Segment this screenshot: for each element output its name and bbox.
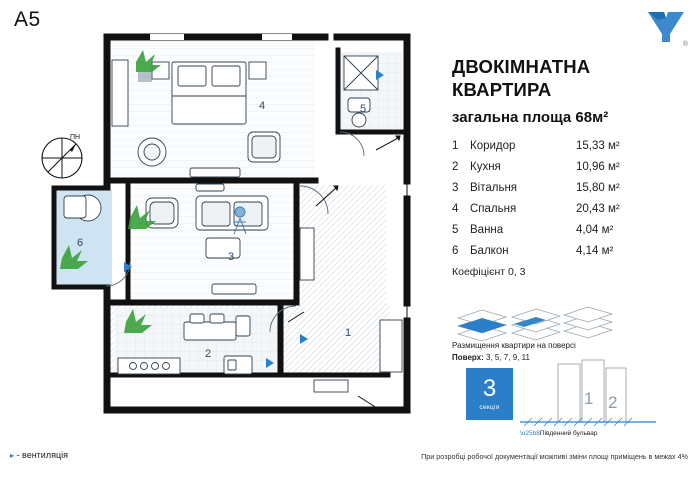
street-label: \u25b8Південний бульвар bbox=[520, 430, 598, 437]
room-name: Вітальня bbox=[470, 182, 518, 195]
apartment-title-line1: ДВОКІМНАТНА bbox=[452, 56, 591, 77]
plan-room-number-4: 4 bbox=[259, 100, 266, 112]
ventilation-legend bbox=[10, 450, 68, 460]
registered-mark: ® bbox=[682, 41, 688, 48]
table-row bbox=[452, 140, 634, 152]
table-row bbox=[452, 224, 634, 236]
compass-north-label: ПН bbox=[70, 134, 81, 141]
section-cube bbox=[466, 368, 513, 420]
room-number: 5 bbox=[452, 224, 459, 237]
plan-room-number-3: 3 bbox=[228, 251, 235, 263]
site-towers-diagram bbox=[518, 352, 658, 432]
section-indicator bbox=[466, 368, 513, 420]
svg-text:2: 2 bbox=[608, 393, 618, 412]
ventilation-icon: ▸ bbox=[10, 451, 15, 460]
plan-code: A5 bbox=[14, 8, 41, 31]
room-number: 2 bbox=[452, 161, 459, 174]
plan-room-number-1: 1 bbox=[345, 327, 352, 339]
room-table bbox=[452, 140, 634, 278]
room-area: 20,43 м² bbox=[576, 203, 620, 216]
room-name: Ванна bbox=[470, 224, 504, 237]
table-row bbox=[452, 182, 634, 194]
table-row bbox=[452, 245, 634, 257]
total-area-label: загальна площа 68м² bbox=[452, 109, 609, 127]
section-number: 3 bbox=[482, 375, 497, 402]
plan-room-number-6: 6 bbox=[77, 237, 84, 249]
apartment-title bbox=[452, 56, 688, 101]
keyplan-floor-values: 3, 5, 7, 9, 11 bbox=[483, 353, 530, 362]
room-number: 1 bbox=[452, 140, 459, 153]
coefficient-label: Коефіцієнт 0, 3 bbox=[452, 266, 526, 279]
room-name: Коридор bbox=[470, 140, 516, 153]
street-label-text: Південний бульвар bbox=[539, 430, 598, 437]
room-area: 10,96 м² bbox=[576, 161, 620, 174]
apartment-info-panel bbox=[452, 56, 688, 278]
keyplan-floor-label: Поверх: bbox=[452, 353, 484, 362]
room-area: 4,14 м² bbox=[576, 245, 614, 258]
table-row bbox=[452, 203, 634, 215]
keyplan-caption-line1: Размищення квартири на поверсі bbox=[452, 341, 576, 350]
room-area: 4,04 м² bbox=[576, 224, 614, 237]
room-area: 15,33 м² bbox=[576, 140, 620, 153]
plan-room-number-5: 5 bbox=[360, 103, 367, 115]
compass-rose bbox=[36, 132, 88, 184]
room-name: Спальня bbox=[470, 203, 517, 216]
svg-text:1: 1 bbox=[584, 389, 594, 408]
room-name: Балкон bbox=[470, 245, 509, 258]
room-number: 4 bbox=[452, 203, 459, 216]
room-name: Кухня bbox=[470, 161, 501, 174]
table-row bbox=[452, 161, 634, 173]
apartment-title-line2: КВАРТИРА bbox=[452, 78, 552, 100]
brand-logo bbox=[646, 10, 688, 48]
room-number: 3 bbox=[452, 182, 459, 195]
compass-icon bbox=[36, 132, 88, 184]
room-area: 15,80 м² bbox=[576, 182, 620, 195]
disclaimer-note: При розробці робочої документації можливі зміни площі приміщень в межах 4% bbox=[421, 452, 688, 461]
room-number: 6 bbox=[452, 245, 459, 258]
ventilation-legend-text: - вентиляція bbox=[16, 450, 68, 460]
section-label: секцiя bbox=[479, 404, 500, 411]
plan-room-number-2: 2 bbox=[205, 348, 212, 360]
brand-logo-icon bbox=[646, 10, 686, 44]
